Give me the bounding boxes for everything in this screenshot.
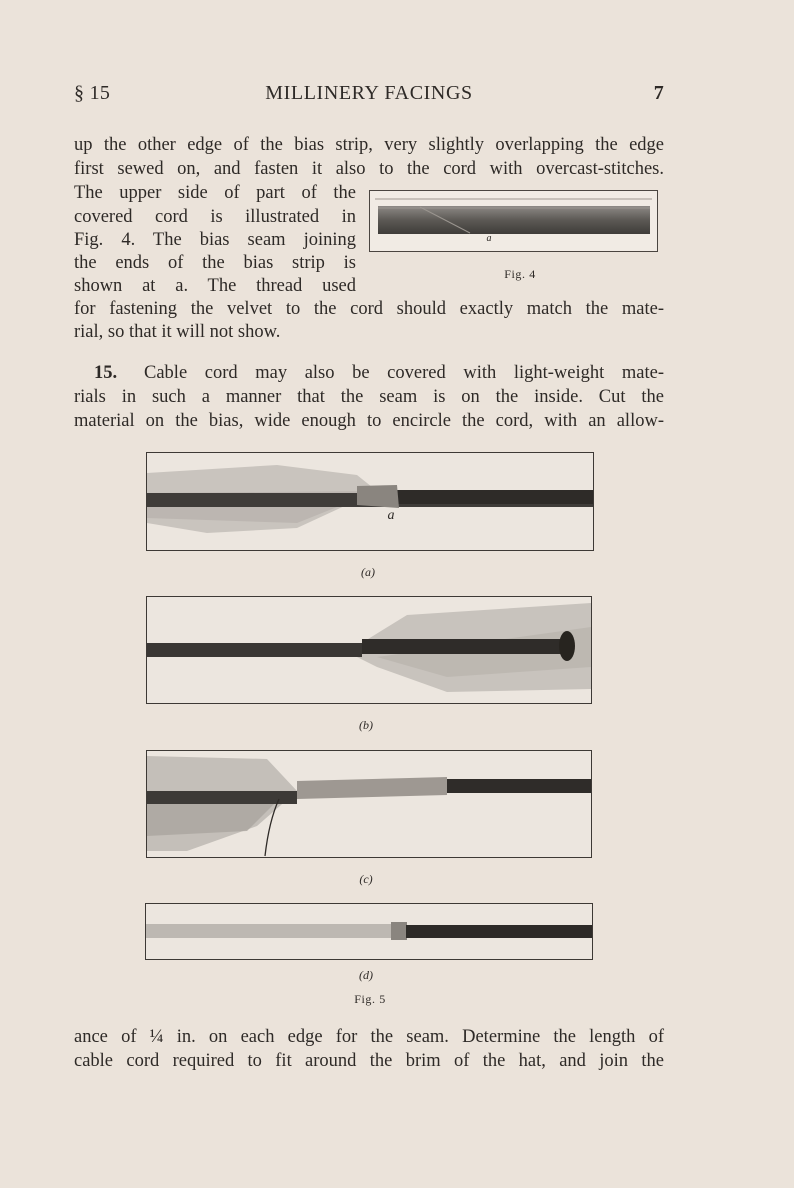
figure-4 xyxy=(369,190,658,252)
fig5b-caption: (b) xyxy=(359,718,373,732)
body-line: The upper side of part of the xyxy=(74,183,356,203)
running-title: MILLINERY FACINGS xyxy=(265,82,473,104)
paragraph-15-first-line xyxy=(94,361,664,385)
covered-cord-illustration xyxy=(370,191,657,251)
cord-photo-d xyxy=(146,904,592,959)
body-line: up the other edge of the bias strip, very slightly overlapping the edge xyxy=(74,135,664,155)
body-line: Fig. 4. The bias seam joining xyxy=(74,230,356,250)
fig4-caption: Fig. 4 xyxy=(504,267,536,281)
figure-5b-photo xyxy=(146,596,592,704)
running-header xyxy=(74,82,664,110)
body-line: covered cord is illustrated in xyxy=(74,207,356,227)
fig5a-label-a: a xyxy=(387,508,395,523)
page-number: 7 xyxy=(653,82,664,104)
body-line: Cable cord may also be covered with light-weight mate- xyxy=(144,363,664,383)
figure-5d-photo xyxy=(145,903,593,960)
body-line: ance of ¼ in. on each edge for the seam. Determine the length of xyxy=(74,1027,664,1047)
figure-5a-photo xyxy=(146,452,594,551)
body-line: for fastening the velvet to the cord should exactly match the mate- xyxy=(74,299,664,319)
body-line: the ends of the bias strip is xyxy=(74,253,356,273)
figure-5c-photo xyxy=(146,750,592,858)
paragraph-number: 15. xyxy=(94,363,118,383)
fig5d-caption: (d) xyxy=(359,968,373,982)
body-line: rial, so that it will not show. xyxy=(74,322,281,342)
body-line: material on the bias, wide enough to encircle the cord, with an allow- xyxy=(74,411,664,431)
body-line: cable cord required to fit around the brim of the hat, and join the xyxy=(74,1051,664,1071)
body-line: shown at a. The thread used xyxy=(74,276,356,296)
body-line: rials in such a manner that the seam is on the inside. Cut the xyxy=(74,387,664,407)
cord-photo-a xyxy=(147,453,593,550)
cord-photo-b xyxy=(147,597,591,703)
cord-photo-c xyxy=(147,751,591,857)
fig5a-caption: (a) xyxy=(361,565,375,579)
body-line: first sewed on, and fasten it also to the cord with overcast-stitches. xyxy=(74,159,664,179)
fig4-label-a: a xyxy=(486,233,492,244)
section-mark: § 15 xyxy=(74,82,111,104)
fig5c-caption: (c) xyxy=(359,872,373,886)
fig5-caption: Fig. 5 xyxy=(354,992,386,1006)
